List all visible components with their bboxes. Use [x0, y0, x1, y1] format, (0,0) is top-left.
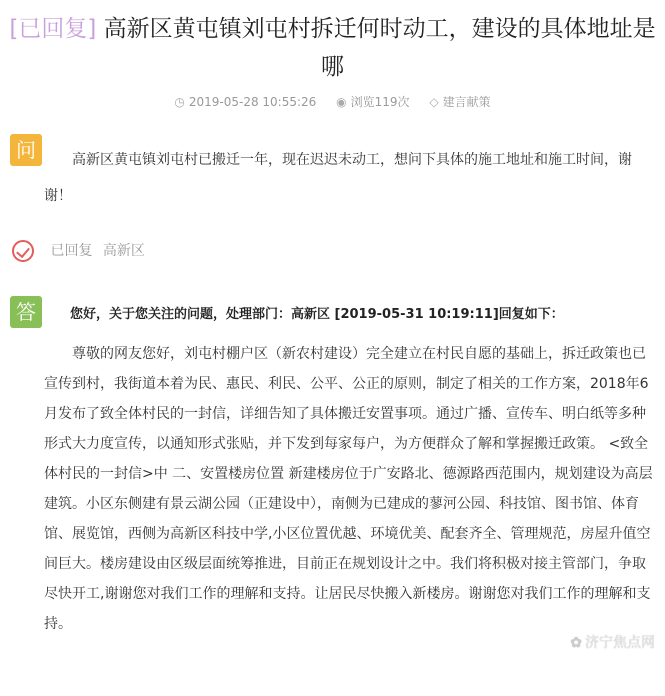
answer-badge: 答 [10, 296, 42, 328]
check-circle-icon [12, 240, 34, 262]
answer-body: 尊敬的网友您好，刘屯村棚户区（新农村建设）完全建立在村民自愿的基础上，拆迁政策也已宣传到村，我街道本着为民、惠民、利民、公平、公正的原则，制定了相关的工作方案，2018年6月发布了致全体村民的一封信，详细告知了具体搬迁安置事项。通过广播、宣传车、明白纸等多种形式大力度宣传，以通知形式张贴，并下发到每家每户，为方便群众了解和掌握搬迁政策。 <致全体村民的一封信>中 二、安置楼房位置 新建楼房位于广安路北、德源路西范围内，规划建设为高层建筑。小区东侧建有景云湖公园（正建设中），南侧为已建成的蓼河公园、科技馆、图书馆、体育馆、展览馆，西侧为高新区科技中学,小区位置优越、环境优美、配套齐全、管理规范，房屋升值空间巨大。楼房建设由区级层面统筹推进，目前正在规划设计之中。我们将积极对接主管部门，争取尽快开工,谢谢您对我们工作的理解和支持。让居民尽快搬入新楼房。谢谢您对我们工作的理解和支持。 [44, 346, 653, 632]
tag-icon: ◇ [429, 95, 439, 109]
status-tag: [已回复] [9, 16, 97, 42]
question-badge: 问 [10, 134, 42, 166]
meta-datetime [174, 92, 316, 112]
page-title [0, 0, 665, 86]
watermark [570, 632, 655, 652]
clock-icon: ◷ [174, 95, 185, 109]
wechat-icon: ✿ [570, 635, 582, 651]
meta-bar [0, 92, 665, 112]
category-link[interactable]: 建言献策 [442, 95, 491, 109]
datetime-text: 2019-05-28 10:55:26 [188, 95, 317, 109]
meta-views [336, 92, 409, 112]
status-label: 已回复 [50, 243, 93, 259]
watermark-text: 济宁焦点网 [585, 635, 655, 651]
status-department: 高新区 [102, 243, 145, 259]
reply-status [12, 238, 145, 264]
eye-icon: ◉ [336, 95, 347, 109]
answer-header: 您好，关于您关注的问题，处理部门：高新区 [2019-05-31 10:19:11]回复如下： [70, 307, 564, 322]
meta-category[interactable] [429, 92, 490, 112]
views-text: 浏览119次 [350, 95, 410, 109]
question-text: 高新区黄屯镇刘屯村已搬迁一年，现在迟迟未动工，想问下具体的施工地址和施工时间，谢谢！ [44, 152, 632, 204]
title-text: 高新区黄屯镇刘屯村拆迁何时动工，建设的具体地址是哪 [103, 16, 656, 80]
